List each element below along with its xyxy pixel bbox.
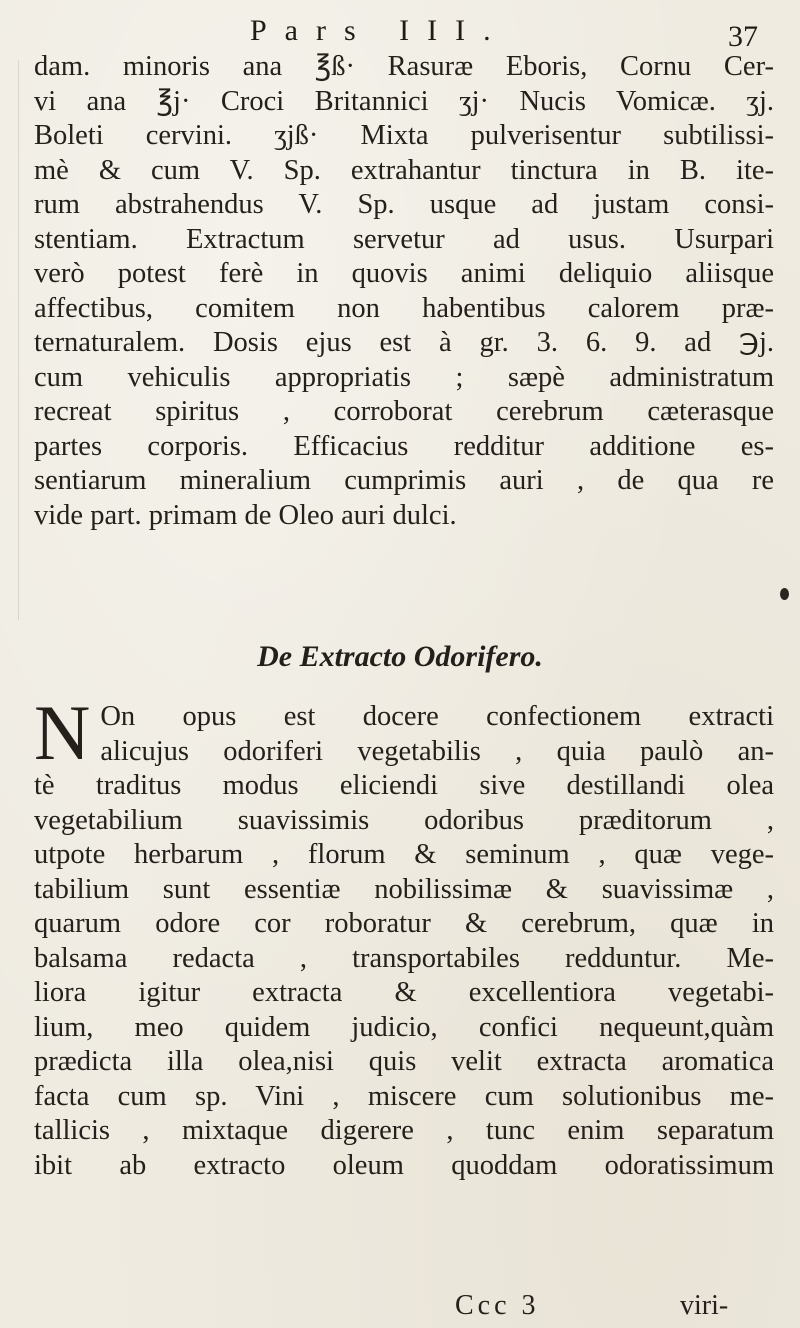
- text-line: rum abstrahendus V. Sp. usque ad justam consi-: [34, 189, 774, 220]
- text-line: prædicta illa olea,nisi quis velit extracta aromatica: [34, 1046, 774, 1077]
- ink-blot-icon: [780, 588, 789, 600]
- text-line: sentiarum mineralium cumprimis auri , de qua re: [34, 465, 774, 496]
- text-line: partes corporis. Efficacius redditur additione es-: [34, 430, 774, 462]
- paragraph-2: [34, 689, 774, 1183]
- catchword: viri-: [680, 1290, 729, 1321]
- text-line: affectibus, comitem non habentibus calorem præ-: [34, 292, 774, 324]
- text-line: On opus est docere confectionem extracti: [100, 701, 774, 732]
- text-line: verò potest ferè in quovis animi deliquio aliisque: [34, 258, 774, 289]
- paragraph-2-lines: [34, 689, 774, 1183]
- text-line: lium, meo quidem judicio, confici nequeunt,quàm: [34, 1011, 774, 1043]
- page-number: 37: [728, 20, 758, 53]
- text-line: alicujus odoriferi vegetabilis , quia paulò an-: [100, 735, 774, 767]
- text-line: stentiam. Extractum servetur ad usus. Usurpari: [34, 223, 774, 255]
- text-line: utpote herbarum , florum & seminum , quæ vege-: [34, 839, 774, 870]
- text-line: balsama redacta , transportabiles redduntur. Me-: [34, 942, 774, 974]
- text-line: cum vehiculis appropriatis ; sæpè administratum: [34, 361, 774, 393]
- paragraph-1: [34, 50, 774, 533]
- text-line: dam. minoris ana ℥ß· Rasuræ Eboris, Cornu Cer-: [34, 51, 774, 82]
- text-line: vi ana ℥j· Croci Britannici ʒj· Nucis Vomicæ. ʒj.: [34, 85, 774, 117]
- signature-mark: Ccc 3: [455, 1290, 540, 1321]
- text-line: facta cum sp. Vini , miscere cum solutionibus me-: [34, 1080, 774, 1112]
- text-line: mè & cum V. Sp. extrahantur tinctura in B. ite-: [34, 154, 774, 186]
- drop-cap: N: [34, 689, 91, 776]
- text-line: tè traditus modus eliciendi sive destillandi olea: [34, 770, 774, 801]
- text-line: ternaturalem. Dosis ejus est à gr. 3. 6. 9. ad ℈j.: [34, 327, 774, 358]
- text-line: ibit ab extracto oleum quoddam odoratissimum: [34, 1149, 774, 1181]
- text-line: liora igitur extracta & excellentiora vegetabi-: [34, 977, 774, 1008]
- running-title: Pars III.: [250, 14, 509, 47]
- text-line: tabilium sunt essentiæ nobilissimæ & suavissimæ ,: [34, 873, 774, 905]
- section-title: De Extracto Odorifero.: [257, 640, 543, 673]
- text-line: vide part. primam de Oleo auri dulci.: [34, 499, 457, 531]
- text-line: Boleti cervini. ʒjß· Mixta pulverisentur subtilissi-: [34, 120, 774, 151]
- page-edge-shadow: [18, 60, 19, 620]
- text-line: recreat spiritus , corroborat cerebrum cæterasque: [34, 396, 774, 427]
- text-line: tallicis , mixtaque digerere , tunc enim separatum: [34, 1115, 774, 1146]
- text-line: quarum odore cor roboratur & cerebrum, quæ in: [34, 908, 774, 939]
- text-line: vegetabilium suavissimis odoribus præditorum ,: [34, 804, 774, 836]
